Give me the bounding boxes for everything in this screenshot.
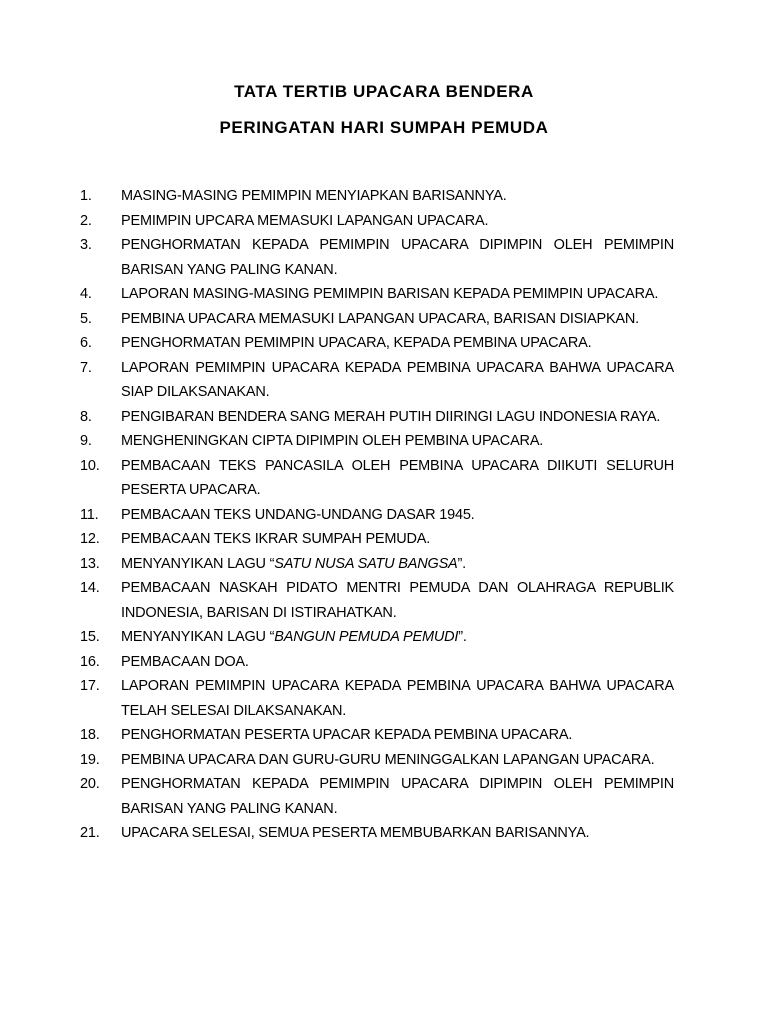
list-item [0,748,768,773]
song-title: BANGUN PEMUDA PEMUDI [274,629,459,645]
list-item-text: PENGHORMATAN KEPADA PEMIMPIN UPACARA DIPIMPIN OLEH PEMIMPIN BARISAN YANG PALING KANAN. [121,776,674,817]
list-item-text-before: MENYANYIKAN LAGU “ [121,555,275,572]
list-item-number: 20. [80,776,100,792]
list-item-text: PEMBACAAN TEKS IKRAR SUMPAH PEMUDA. [121,531,431,547]
list-item-number: 14. [80,580,100,596]
list-item-text: LAPORAN MASING-MASING PEMIMPIN BARISAN KEPADA PEMIMPIN UPACARA. [121,286,659,302]
list-item-text: PEMBACAAN DOA. [121,653,249,670]
list-item [0,503,768,528]
song-title: SATU NUSA SATU BANGSA [274,555,458,572]
list-item-number: 2. [80,212,92,229]
list-item [0,552,768,577]
list-item [0,307,768,332]
list-item-number: 12. [80,531,100,547]
list-item-number: 15. [80,629,100,645]
list-item-number: 3. [80,237,92,253]
document-subtitle: PERINGATAN HARI SUMPAH PEMUDA [219,118,549,137]
list-item-text: MASING-MASING PEMIMPIN MENYIAPKAN BARISANNYA. [121,188,507,204]
list-item [0,429,768,454]
list-item [0,650,768,675]
list-item [0,331,768,356]
document-title: TATA TERTIB UPACARA BENDERA [234,82,534,101]
list-item-text [121,625,674,650]
list-item-text: PEMBINA UPACARA MEMASUKI LAPANGAN UPACARA, BARISAN DISIAPKAN. [121,310,639,327]
list-item [0,527,768,552]
list-item-text: LAPORAN PEMIMPIN UPACARA KEPADA PEMBINA UPACARA BAHWA UPACARA SIAP DILAKSANAKAN. [121,359,674,400]
list-item [0,184,768,209]
list-item-number: 5. [80,310,92,327]
list-item [0,821,768,846]
list-item-text: PEMBACAAN TEKS PANCASILA OLEH PEMBINA UPACARA DIIKUTI SELURUH PESERTA UPACARA. [121,457,674,498]
list-item-number: 13. [80,555,100,572]
list-item [0,405,768,430]
list-item [0,674,768,723]
list-item-number: 1. [80,188,92,204]
list-item-text: UPACARA SELESAI, SEMUA PESERTA MEMBUBARKAN BARISANNYA. [121,825,590,841]
list-item-number: 18. [80,727,100,743]
list-item-number: 17. [80,678,100,694]
list-item-number: 19. [80,751,100,768]
list-item-number: 16. [80,653,100,670]
list-item-text: PENGHORMATAN KEPADA PEMIMPIN UPACARA DIPIMPIN OLEH PEMIMPIN BARISAN YANG PALING KANAN. [121,237,674,278]
list-item-text [121,552,674,577]
list-item [0,209,768,234]
list-item-text: PENGIBARAN BENDERA SANG MERAH PUTIH DIIRINGI LAGU INDONESIA RAYA. [121,408,661,425]
list-item-text: LAPORAN PEMIMPIN UPACARA KEPADA PEMBINA UPACARA BAHWA UPACARA TELAH SELESAI DILAKSANAKAN. [121,678,674,719]
list-item [0,233,768,282]
list-item [0,576,768,625]
list-item-number: 10. [80,457,100,474]
list-item-text: PEMBINA UPACARA DAN GURU-GURU MENINGGALKAN LAPANGAN UPACARA. [121,751,655,768]
list-item-text: PENGHORMATAN PESERTA UPACAR KEPADA PEMBINA UPACARA. [121,727,573,743]
procedure-list [0,184,768,846]
list-item-number: 8. [80,408,92,425]
list-item-number: 21. [80,825,100,841]
list-item [0,723,768,748]
list-item-number: 6. [80,335,92,351]
list-item-text-before: MENYANYIKAN LAGU “ [121,629,275,645]
list-item-number: 9. [80,433,92,449]
list-item-text-after: ”. [458,629,467,645]
list-item [0,454,768,503]
list-item [0,282,768,307]
list-item-text-after: ”. [457,555,466,572]
list-item-text: MENGHENINGKAN CIPTA DIPIMPIN OLEH PEMBINA UPACARA. [121,433,544,449]
list-item-text: PENGHORMATAN PEMIMPIN UPACARA, KEPADA PEMBINA UPACARA. [121,335,592,351]
list-item-number: 4. [80,286,92,302]
list-item-text: PEMBACAAN TEKS UNDANG-UNDANG DASAR 1945. [121,506,475,523]
list-item-text: PEMBACAAN NASKAH PIDATO MENTRI PEMUDA DAN OLAHRAGA REPUBLIK INDONESIA, BARISAN DI ISTIRAHATKAN. [121,580,674,621]
list-item [0,625,768,650]
list-item [0,772,768,821]
list-item-text: PEMIMPIN UPCARA MEMASUKI LAPANGAN UPACARA. [121,212,489,229]
list-item-number: 7. [80,359,92,376]
list-item-number: 11. [80,506,99,523]
list-item [0,356,768,405]
